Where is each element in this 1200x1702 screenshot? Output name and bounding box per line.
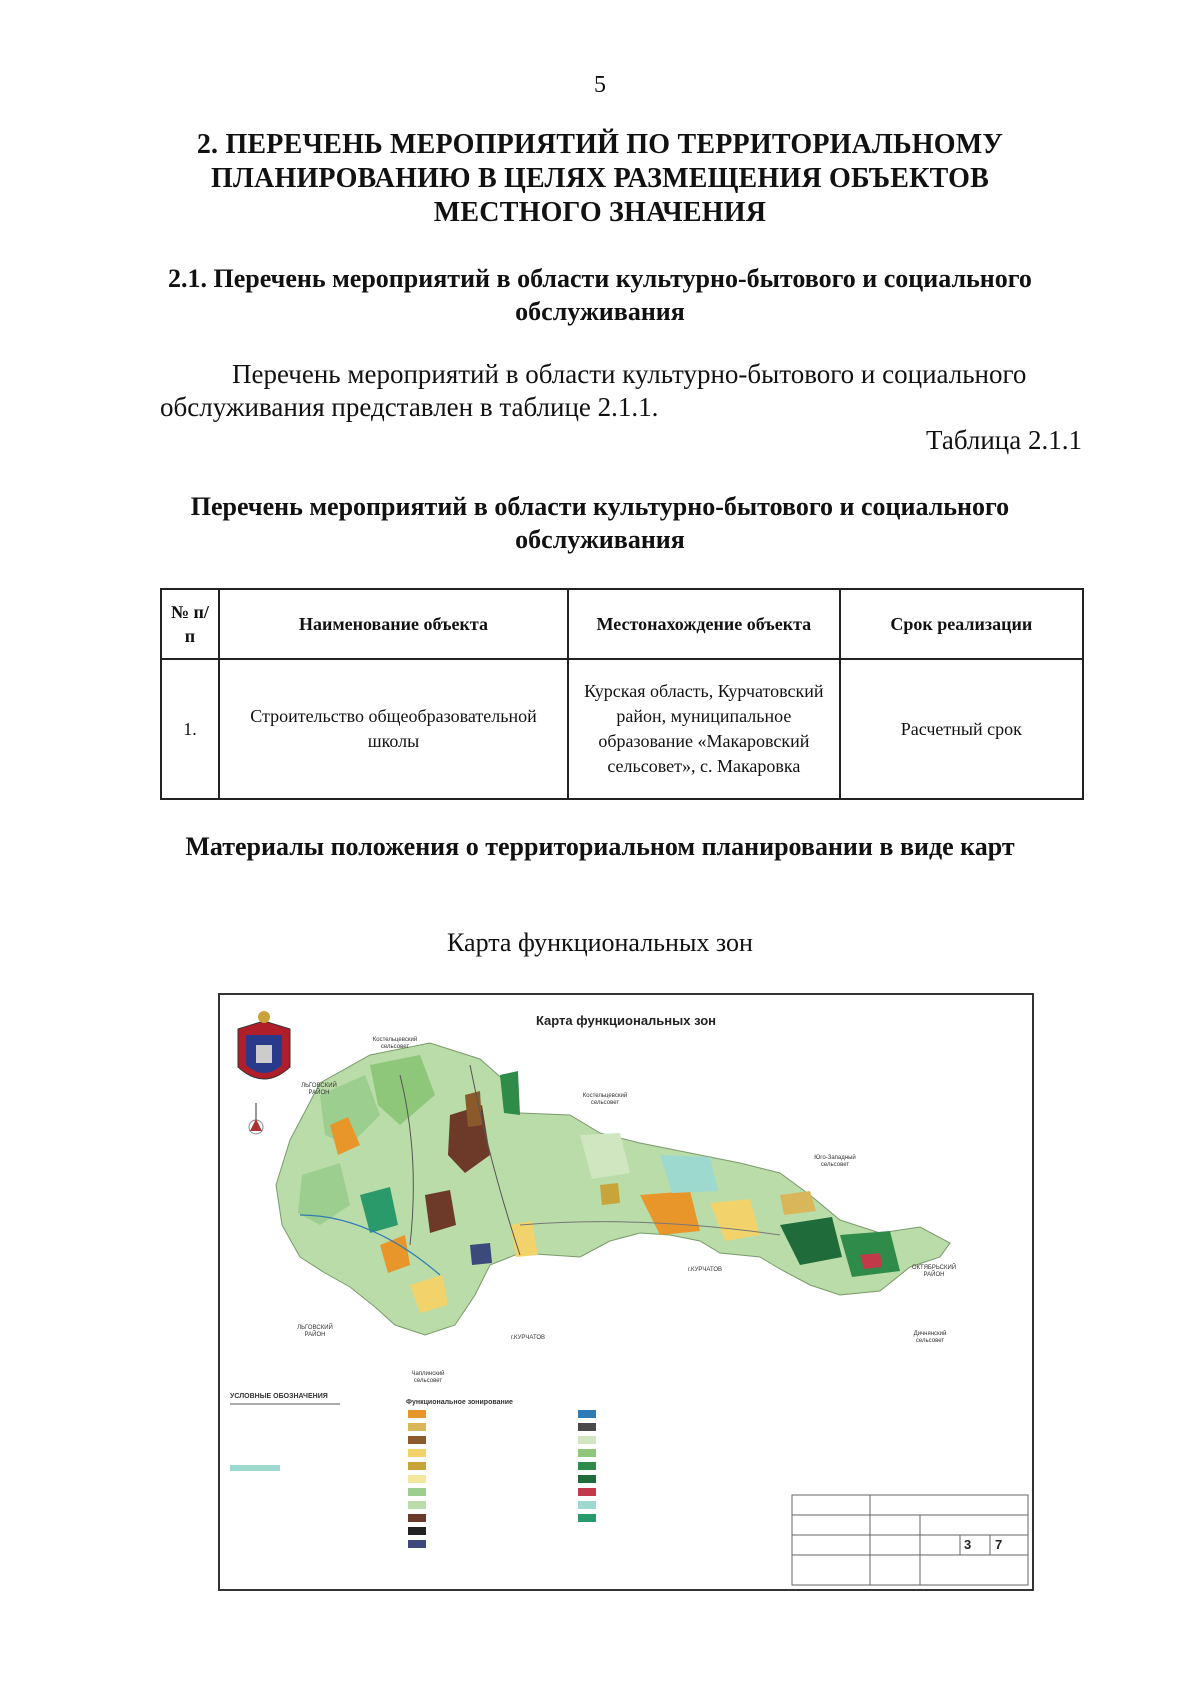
sheet-count: 7 [995,1537,1003,1552]
map-label-south-council: Чаплинский сельсовет [411,1371,445,1384]
section-heading: 2. ПЕРЕЧЕНЬ МЕРОПРИЯТИЙ ПО ТЕРРИТОРИАЛЬНОМУ ПЛАНИРОВАНИЮ В ЦЕЛЯХ РАЗМЕЩЕНИЯ ОБЪЕКТОВ МЕСТНОГО ЗНАЧЕНИЯ [196,129,1004,228]
header-deadline: Срок реализации [840,589,1083,659]
north-arrow-icon [249,1103,263,1134]
table-heading: Перечень мероприятий в области культурно-бытового и социального обслуживания [190,492,1010,554]
page-number: 5 [594,72,606,98]
map-label-kurchatov-1: г.КУРЧАТОВ [687,1267,723,1273]
legend-title: УСЛОВНЫЕ ОБОЗНАЧЕНИЯ [230,1393,328,1400]
map-title: Карта функциональных зон [535,1013,717,1028]
map-legend [230,1403,596,1548]
sheet-number: 3 [964,1537,972,1552]
subsection-heading: 2.1. Перечень мероприятий в области культурно-бытового и социального обслуживания [168,264,1032,326]
cell-deadline: Расчетный срок [840,659,1083,799]
map-title-block [792,1495,1028,1585]
legend-subtitle: Функциональное зонирование [406,1399,513,1406]
map-label-north-council: Костельцевский сельсовет [372,1037,418,1050]
header-number: № п/п [161,589,219,659]
intro-paragraph: Перечень мероприятий в области культурно-бытового и социального обслуживания представлен в таблице 2.1.1. [160,359,1027,422]
map-caption: Карта функциональных зон [447,928,753,957]
map-label-kurchatov-2: г.КУРЧАТОВ [510,1335,546,1341]
measures-table [160,588,1084,800]
maps-heading: Материалы положения о территориальном планировании в виде карт [185,832,1015,861]
table-reference: Таблица 2.1.1 [926,425,1082,455]
map-label-dich-council: Дичнянский сельсовет [913,1331,947,1344]
cell-location: Курская область, Курчатовский район, муниципальное образование «Макаровский сельсовет», с. Макаровка [568,659,839,799]
map-label-east-council: Юго-Западный сельсовет [814,1155,856,1168]
map-label-oktyabrsky: ОКТЯБРЬСКИЙ РАЙОН [911,1265,957,1278]
cell-number: 1. [161,659,219,799]
table-header-row [161,589,1083,659]
map-label-lgov-west: ЛЬГОВСКИЙ РАЙОН [301,1083,337,1096]
table-row [161,659,1083,799]
header-location: Местонахождение объекта [568,589,839,659]
map-label-northeast-council: Костельцевский сельсовет [582,1093,628,1106]
map-label-lgov-south: ЛЬГОВСКИЙ РАЙОН [297,1325,333,1338]
header-object-name: Наименование объекта [219,589,568,659]
cell-object-name: Строительство общеобразовательной школы [219,659,568,799]
functional-zones-map [218,993,1034,1591]
